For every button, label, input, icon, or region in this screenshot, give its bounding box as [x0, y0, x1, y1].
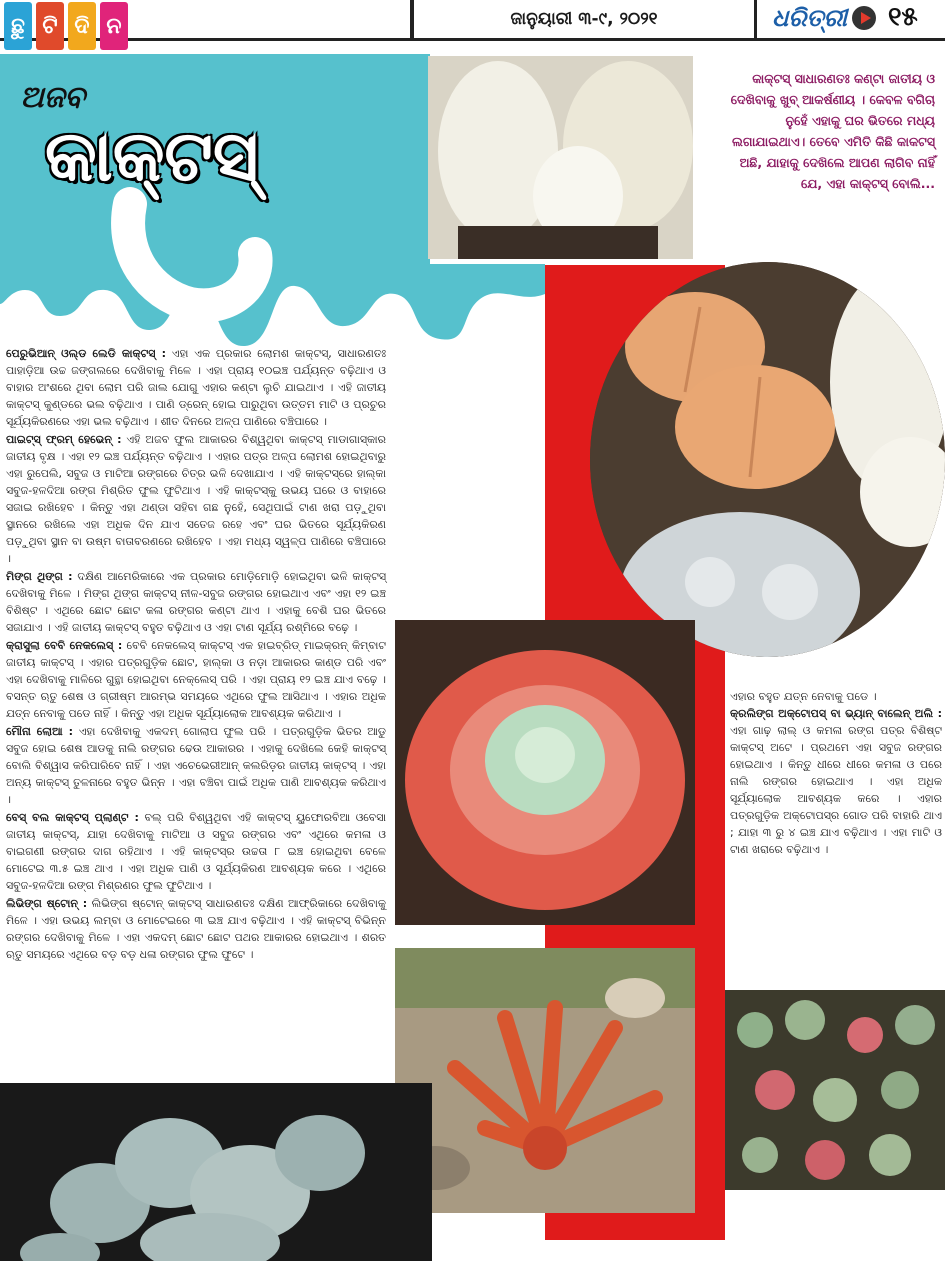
section-text: ବେବି ନେକଲେସ୍ କାକ୍ଟସ୍ ଏକ ହାଇବ୍ରିଡ୍ ମାଇକ୍ରନ୍ କିମ୍ବାଟ ଜାତୀୟ କାକ୍ଟସ୍ । ଏହାର ପତ୍ରଗୁଡ଼ିକ ଛୋଟ, ହାଲ୍କା ଓ ନଡ଼ା ଆକାରର କାଣ୍ଡ ପରି ଏବଂ ଏହା ଦେଖିବାକୁ ମାଳିରେ ଗୁନ୍ଥା ହୋଇଥିବା ନେକ୍‌ଲେସ୍ ପରି । ଏହା ପ୍ରାୟ ୧୨ ଇଞ୍ଚ ଯାଏ ବଢ଼େ । ବସନ୍ତ ଋତୁ ଶେଷ ଓ ଗ୍ରୀଷ୍ମ ଆରମ୍ଭ ସମୟରେ ଏଥିରେ ଫୁଲ ଆସିଥାଏ । ଏହାର ଅଧିକ ଯତ୍ନ ନେବାକୁ ପଡେ ନାହିଁ । କିନ୍ତୁ ଏହା ଅଧିକ ସୂର୍ଯ୍ୟାଲୋକ ଆବଶ୍ୟକ କରିଥାଏ ।	[6, 639, 386, 720]
section-crawling-octopus	[730, 705, 942, 858]
section-text: ଏହା ଏକ ପ୍ରକାର ଲୋମଶ କାକ୍ଟସ୍, ସାଧାରଣତଃ ପାହାଡ଼ିଆ ଉଚ୍ଚ ଜଙ୍ଗଲରେ ଦେଖିବାକୁ ମିଳେ । ଏହା ପ୍ରାୟ ୧୦ଇଞ୍ଚ ପର୍ଯ୍ୟନ୍ତ ବଢ଼ିଥାଏ ଓ ବାହାର ଅଂଶରେ ଥିବା ଲୋମ ପରି ଜାଲ ଯୋଗୁ ଏହାର କଣ୍ଟା ଲୁଚି ଯାଇଥାଏ । ଏହି ଜାତୀୟ କାକ୍ଟସ୍ କୁଣ୍ଡରେ ଭଲ ବଢ଼ିଥାଏ । ପାଣି ଡ୍ରେନ୍ ହୋଇ ପାରୁଥିବା ଉତ୍ତମ ମାଟି ଓ ପ୍ରଚୁର ସୂର୍ଯ୍ୟକିରଣରେ ଏହା ଭଲ ବଢ଼ିଥାଏ । ଶୀତ ଦିନରେ ଅଳ୍ପ ପାଣିରେ ବଞ୍ଚିପାରେ ।	[6, 347, 386, 428]
section-heading: ପେରୁଭିଆନ୍ ଓଲ୍ଡ ଲେଡି କାକ୍ଟସ୍ :	[6, 347, 166, 360]
old-lady-cactus-photo	[428, 56, 693, 259]
section-heading: ଲିଭିଙ୍ଗ ଷ୍ଟୋନ୍ :	[6, 897, 88, 910]
section-heading: ପାଇଟ୍ସ୍ ଫ୍ରମ୍ ହେଭେନ୍ :	[6, 433, 122, 446]
newspaper-logo: ଧରିତ୍ରୀ	[772, 4, 847, 32]
section-heading: କ୍ରାସୁଲା ବେବି ନେକଲେସ୍ :	[6, 639, 123, 652]
section-heading: ବେସ୍ ବଲ କାକ୍ଟସ୍ ପ୍ଲାଣ୍ଟ :	[6, 811, 139, 824]
ming-thing-photo	[0, 1083, 432, 1261]
section-text: ଏହା ଦେଖିବାକୁ ଏକଦମ୍ ଗୋଲାପ ଫୁଲ ପରି । ପତ୍ରଗୁଡ଼ିକ ଭିତର ଆଡୁ ସବୁଜ ହୋଇ ଶେଷ ଆଡକୁ ନାଲି ରଙ୍ଗର ଢେଉ ଆକାରର । ଏହାକୁ ଦେଖିଲେ କେହି କାକ୍ଟସ୍ ବୋଲି ବିଶ୍ୱାସ କରିପାରିବେ ନାହିଁ । ଏହା ଏଚେଭେରୀଆନ୍ କଲରିଡ଼ର ଜାତୀୟ କାକ୍ଟସ୍ । ଏହା ଅନ୍ୟ କାକ୍ଟସ୍ ତୁଳନାରେ ବହୁତ ଭିନ୍ନ । ଏହା ବଞ୍ଚିବା ପାଇଁ ଅଧିକ ପାଣି ଆବଶ୍ୟକ କରିଥାଏ ।	[6, 725, 387, 806]
section-mauna-loa	[6, 723, 386, 808]
section-baby-necklace	[6, 637, 386, 722]
mauna-loa-photo	[395, 620, 695, 925]
section-text: ଏହା ଗାଢ଼ ଲାଲ୍ ଓ କମଳା ରଙ୍ଗ ପତ୍ର ବିଶିଷ୍ଟ କାକ୍ଟସ୍ ଅଟେ । ପ୍ରଥମେ ଏହା ସବୁଜ ରଙ୍ଗର ହୋଇଥାଏ । କିନ୍ତୁ ଧୀରେ ଧୀରେ କମଳା ଓ ପରେ ନାଲି ରଙ୍ଗର ହୋଇଥାଏ । ଏହା ଅଧିକ ସୂର୍ଯ୍ୟାଲୋକ ଆବଶ୍ୟକ କରେ । ଏହାର ପତ୍ରଗୁଡ଼ିକ ଅକ୍ଟୋପସ୍‌ର ଗୋଡ ପରି ବାହାରି ଥାଏ ; ଯାହା ୩ ରୁ ୪ ଇଞ୍ଚ ଯାଏ ବଢ଼ିଥାଏ । ଏହା ମାଟି ଓ ଟାଣ ଖରାରେ ବଢ଼ିଥାଏ ।	[730, 724, 942, 856]
section-heading: ମୌନା ଲୋଆ :	[6, 725, 74, 738]
feature-title: କାକ୍ଟସ୍	[45, 115, 259, 197]
section-heading: ମିଙ୍ଗ ଥିଙ୍ଗ :	[6, 570, 73, 583]
article-body	[6, 345, 386, 964]
header-tile-3: ଦି	[68, 2, 96, 50]
feature-subtitle: ଅଜବ	[20, 80, 85, 115]
header-tile-1: ଛୁ	[4, 2, 32, 50]
section-text: ବଲ୍ ପରି ବିଶ୍ୱଥିବା ଏହି କାକ୍ଟସ୍ ୟୁଫୋରବିଆ ଓବେସା ଜାତୀୟ କାକ୍ଟସ୍, ଯାହା ଦେଖିବାକୁ ମାଟିଆ ଓ ସବୁଜ ରଙ୍ଗର ଏବଂ ଏଥିରେ କମଳା ଓ ବାଇଗଣୀ ରଙ୍ଗର ଦାଗ ରହିଥାଏ । ଏହି କାକ୍ଟସ୍‌ର ଉଚ୍ଚତା ୮ ଇଞ୍ଚ ହୋଇଥିବା ବେଳେ ମୋଟେଇ ୩.୫ ଇଞ୍ଚ ଥାଏ । ଏହା ଅଧିକ ପାଣି ଓ ସୂର୍ଯ୍ୟକିରଣ ଆବଶ୍ୟକ କରେ । ଏଥିରେ ସବୁଜ-ହଳଦିଆ ରଙ୍ଗ ମିଶ୍ରଣର ଫୁଲ ଫୁଟିଥାଏ ।	[6, 811, 386, 892]
crawling-octopus-photo	[395, 948, 695, 1213]
continued-text: ଏହାର ବହୁତ ଯତ୍ନ ନେବାକୁ ପଡେ ।	[730, 690, 877, 703]
section-plants-from-heaven	[6, 431, 386, 567]
header-tile-4: ନ	[100, 2, 128, 50]
section-living-stone	[6, 895, 386, 963]
page-number: ୧୫	[888, 2, 918, 32]
section-ming-thing	[6, 568, 386, 636]
section-baseball-plant	[6, 809, 386, 894]
section-peruvian-old-lady	[6, 345, 386, 430]
play-icon	[852, 6, 876, 30]
baby-necklace-photo	[725, 990, 945, 1190]
section-text: ଏହି ଅଜବ ଫୁଲ ଆକାରର ବିଶ୍ୱଥିବା କାକ୍ଟସ୍ ମାଡାଗାସ୍କାର ଜାତୀୟ ବୃକ୍ଷ । ଏହା ୧୨ ଇଞ୍ଚ ପର୍ଯ୍ୟନ୍ତ ବଢ଼ିଥାଏ । ଏହାର ପତ୍ର ଅଳ୍ପ ଲୋମଶ ହୋଇଥିବାରୁ ଏହା ରୁପେଲି, ସବୁଜ ଓ ମାଟିଆ ରଙ୍ଗରେ ଚିତ୍ର ଭଳି ଦେଖାଯାଏ । ଏହି କାକ୍ଟସ୍‌ରେ ହାଲ୍କା ସବୁଜ-ହଳଦିଆ ରଙ୍ଗ ମିଶ୍ରିତ ଫୁଲ ଫୁଟିଥାଏ । ଏହି କାକ୍ଟସ୍‌କୁ ଉଭୟ ଘରେ ଓ ବାହାରେ ସଜାଇ ରଖିହେବ । କିନ୍ତୁ ଏହା ଥଣ୍ଡା ସହିବା ଗଛ ନୁହେଁ, ସେଥିପାଇଁ ଟାଣ ଖରା ପଡ଼ୁଥିବା ସ୍ଥାନରେ ରଖିଲେ ଏହା ଅଧିକ ଦିନ ଯାଏ ସତେଜ ରହେ ଏବଂ ଘର ଭିତରେ ସୂର୍ଯ୍ୟକିରଣ ପଡ଼ୁଥିବା ସ୍ଥାନ ବା ଉଷ୍ମ ବାତାବରଣରେ ରଖିହେବ । ଏହା ମଧ୍ୟ ସ୍ୱଳ୍ପ ପାଣିରେ ବଞ୍ଚିପାରେ ।	[6, 433, 386, 565]
header-tile-2: ଟି	[36, 2, 64, 50]
section-text: ଲିଭିଙ୍ଗ ଷ୍ଟୋନ୍ କାକ୍ଟସ୍ ସାଧାରଣତଃ ଦକ୍ଷିଣ ଆଫ୍ରିକାରେ ଦେଖିବାକୁ ମିଳେ । ଏହା ଉଭୟ ଲମ୍ବା ଓ ମୋଟେଇରେ ୩ ଇଞ୍ଚ ଯାଏ ବଢ଼ିଥାଏ । ଏହି କାକ୍ଟସ୍ ବିଭିନ୍ନ ରଙ୍ଗର ଦେଖିବାକୁ ମିଳେ । ଏହା ଏକଦମ୍ ଛୋଟ ଛୋଟ ପଥର ଆକାରର ହୋଇଥାଏ । ଶରତ ଋତୁ ସମୟରେ ଏଥିରେ ବଡ଼ ବଡ଼ ଧଳା ରଙ୍ଗର ଫୁଲ ଫୁଟେ ।	[6, 897, 386, 961]
issue-date: ଜାନୁୟାରୀ ୩-୯, ୨୦୨୧	[410, 0, 757, 38]
section-heading: କ୍ରଲିଙ୍ଗ ଅକ୍ଟୋପସ୍ ବା ଭ୍ୟାନ୍ ବାଲେନ୍ ଅଲି :	[730, 707, 942, 720]
living-stones-photo	[590, 262, 945, 657]
section-text: ଦକ୍ଷିଣ ଆମେରିକାରେ ଏକ ପ୍ରକାର ମୋଡ଼ିମୋଡ଼ି ହୋଇଥିବା ଭଳି କାକ୍ଟସ୍ ଦେଖିବାକୁ ମିଳେ । ମିଙ୍ଗ ଥିଙ୍ଗ କାକ୍ଟସ୍ ନୀଳ-ସବୁଜ ରଙ୍ଗର ହୋଇଥାଏ ଏବଂ ଏହା ୧୨ ଇଞ୍ଚ ବିଶିଷ୍ଟ । ଏଥିରେ ଛୋଟ ଛୋଟ କଳା ରଙ୍ଗର କଣ୍ଟା ଥାଏ । ଏହାକୁ ବେଶି ଘର ଭିତରେ ସଜାଯାଏ । ଏହି ଜାତୀୟ କାକ୍ଟସ୍ ବହୁତ ବଢ଼ିଥାଏ ଓ ଏହା ଟାଣ ସୂର୍ଯ୍ୟ ରଶ୍ମିରେ ବଢ଼େ ।	[6, 570, 386, 634]
right-column-text	[730, 688, 942, 858]
intro-text: କାକ୍ଟସ୍ ସାଧାରଣତଃ କଣ୍ଟା ଜାତୀୟ ଓ ଦେଖିବାକୁ ଖୁବ୍ ଆକର୍ଷଣୀୟ । କେବଳ ବଗିଚା ନୁହେଁ ଏହାକୁ ଘର ଭିତରେ ମଧ୍ୟ ଲଗାଯାଇଥାଏ। ତେବେ ଏମିତି କିଛି କାକଟସ୍ ଅଛି, ଯାହାକୁ ଦେଖିଲେ ଆପଣ ଲାଗିବ ନାହିଁ ଯେ, ଏହା କାକ୍ଟସ୍ ବୋଲି...	[730, 71, 935, 191]
